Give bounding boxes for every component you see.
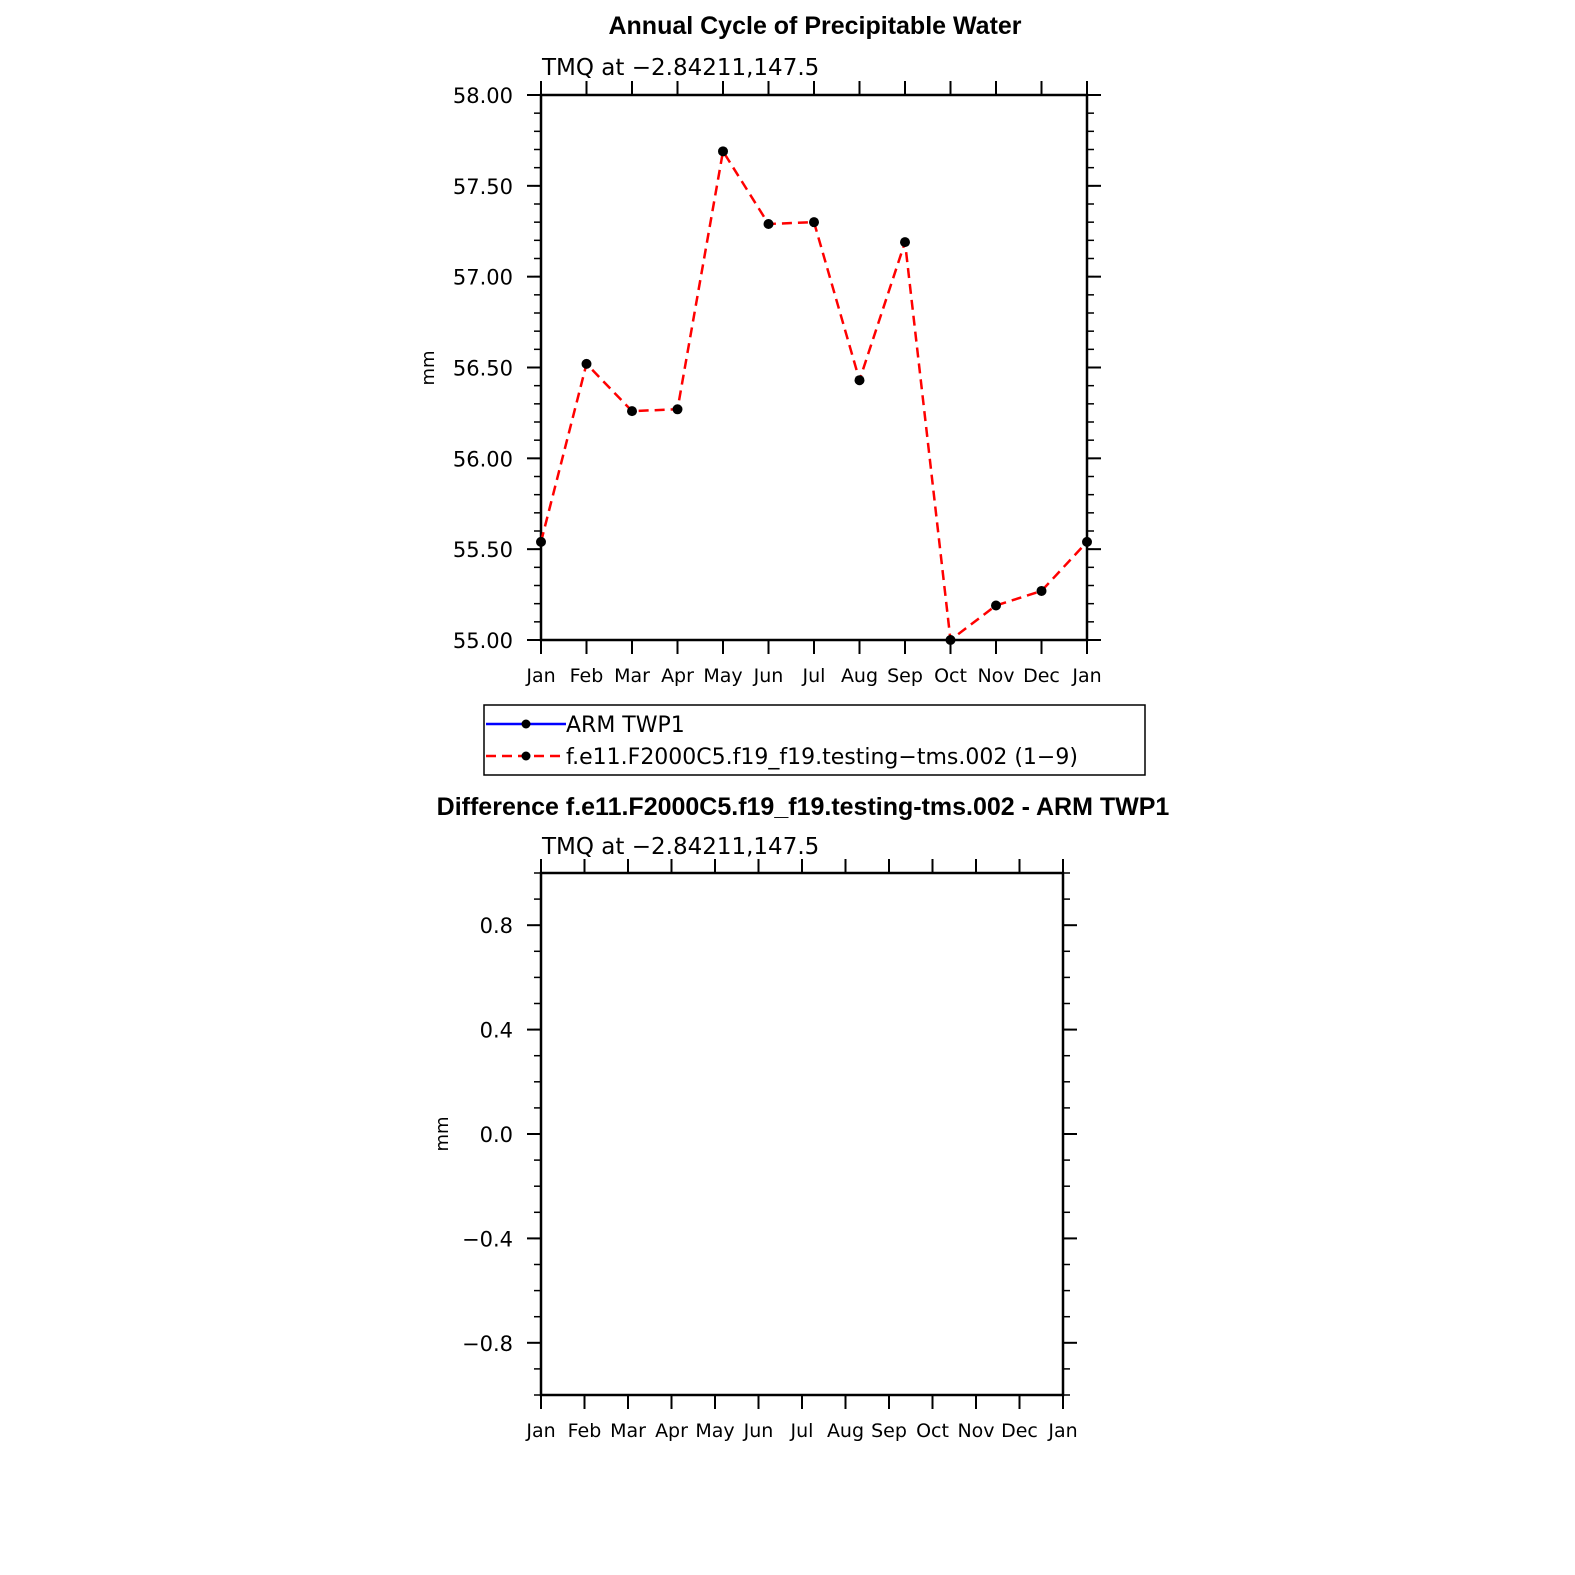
difference-chart: [432, 793, 1169, 1442]
chart1-data-point: [673, 404, 683, 414]
chart2-x-tick-labels: [525, 1420, 1077, 1442]
chart1-data-point: [946, 635, 956, 645]
chart1-axes: [527, 81, 1101, 654]
legend-marker-model: [522, 752, 531, 761]
chart1-y-tick-label: 56.00: [452, 447, 513, 472]
chart1-x-tick-label: Jan: [1072, 665, 1102, 687]
chart1-x-tick-label: Jul: [802, 665, 826, 687]
chart1-x-tick-label: Jan: [526, 665, 556, 687]
chart2-x-tick-label: Aug: [826, 1420, 865, 1442]
chart2-x-tick-label: Jun: [743, 1420, 774, 1442]
chart2-y-tick-label: −0.4: [462, 1227, 513, 1252]
legend: [484, 705, 1145, 775]
chart1-data-point: [991, 600, 1001, 610]
chart1-title: Annual Cycle of Precipitable Water: [608, 12, 1022, 40]
chart1-x-tick-label: May: [703, 665, 743, 687]
chart1-x-tick-label: Aug: [840, 665, 879, 687]
chart2-subtitle: TMQ at −2.84211,147.5: [542, 834, 820, 860]
chart2-x-tick-label: Dec: [1001, 1420, 1038, 1442]
chart1-x-tick-label: Mar: [614, 665, 650, 687]
chart1-y-tick-labels: [453, 84, 513, 653]
chart2-x-tick-label: Jan: [526, 1420, 556, 1442]
chart1-data-point: [855, 375, 865, 385]
chart1-y-tick-label: 55.50: [452, 538, 513, 563]
chart1-data-point: [809, 217, 819, 227]
chart2-y-tick-label: 0.0: [479, 1123, 513, 1147]
chart1-data-point: [718, 146, 728, 156]
chart1-x-tick-label: Feb: [569, 665, 604, 687]
chart1-y-tick-label: 57.50: [452, 174, 513, 199]
chart1-data-point: [582, 359, 592, 369]
chart2-x-tick-label: Nov: [957, 1420, 995, 1442]
legend-marker-arm: [522, 720, 531, 729]
chart1-data-point: [1037, 586, 1047, 596]
chart1-data-point: [536, 537, 546, 547]
chart1-x-tick-label: Jun: [753, 665, 784, 687]
chart1-x-tick-label: Oct: [934, 665, 967, 687]
annual-cycle-chart: [418, 12, 1102, 687]
chart2-x-tick-label: Apr: [655, 1420, 688, 1442]
chart2-x-tick-label: Feb: [567, 1420, 602, 1442]
chart1-x-tick-labels: [525, 665, 1101, 687]
chart2-y-tick-labels: [462, 914, 513, 1356]
chart2-x-tick-label: Oct: [916, 1420, 949, 1442]
chart1-y-tick-label: 58.00: [452, 84, 513, 108]
chart1-y-tick-label: 57.00: [452, 265, 513, 290]
chart1-x-tick-label: Nov: [977, 665, 1015, 687]
chart1-data-point: [900, 237, 910, 247]
chart1-x-tick-label: Sep: [887, 665, 923, 687]
chart2-x-tick-label: Jul: [790, 1420, 814, 1442]
chart1-ylabel: mm: [418, 350, 439, 386]
chart1-x-tick-label: Dec: [1023, 665, 1060, 687]
chart1-data-point: [627, 406, 637, 416]
chart2-frame: [541, 873, 1063, 1395]
chart1-x-tick-label: Apr: [661, 665, 694, 687]
legend-label-arm: ARM TWP1: [566, 713, 685, 738]
chart2-x-tick-label: May: [695, 1420, 735, 1442]
chart2-y-tick-label: 0.8: [479, 914, 513, 939]
chart2-x-tick-label: Jan: [1048, 1420, 1078, 1442]
chart1-y-tick-label: 55.00: [452, 629, 513, 653]
chart1-series: [536, 146, 1092, 645]
chart2-x-tick-label: Mar: [610, 1420, 646, 1442]
legend-label-model: f.e11.F2000C5.f19_f19.testing−tms.002 (1−9): [566, 745, 1078, 770]
chart1-subtitle: TMQ at −2.84211,147.5: [542, 55, 820, 81]
chart1-frame: [541, 95, 1087, 640]
chart2-ylabel: mm: [432, 1116, 453, 1152]
chart2-title: Difference f.e11.F2000C5.f19_f19.testing-tms.002 - ARM TWP1: [436, 793, 1170, 821]
chart1-data-point: [764, 219, 774, 229]
chart2-x-tick-label: Sep: [871, 1420, 907, 1442]
chart2-y-tick-label: 0.4: [479, 1018, 513, 1043]
chart1-data-point: [1082, 537, 1092, 547]
chart1-y-tick-label: 56.50: [452, 356, 513, 381]
chart2-axes: [527, 859, 1077, 1409]
chart2-y-tick-label: −0.8: [462, 1331, 513, 1356]
